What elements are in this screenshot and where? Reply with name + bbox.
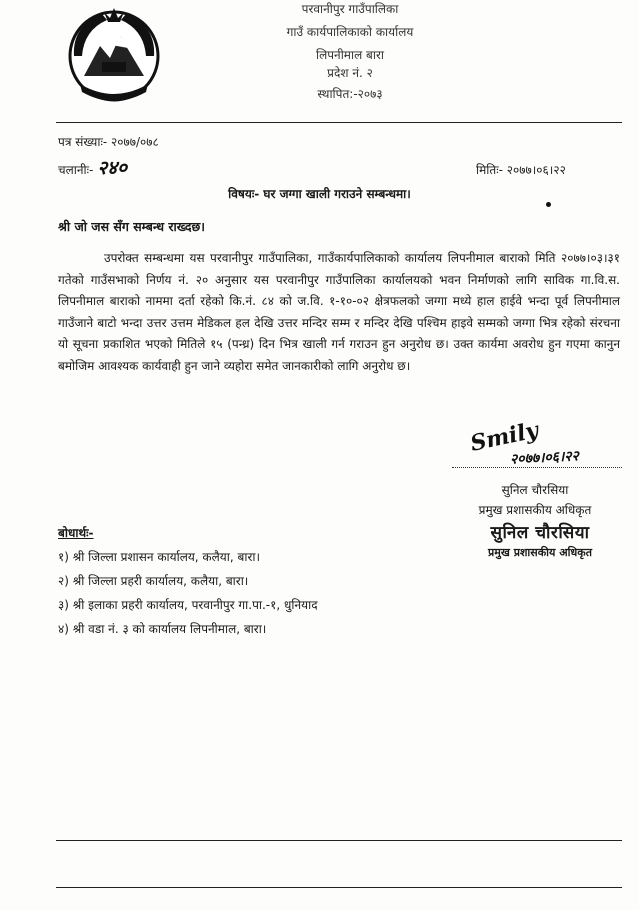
nepal-emblem-icon [62,6,166,106]
header-line: प्रदेश नं. २ [327,66,373,80]
signature-block [445,481,625,519]
chalani-label-text: चलानीः- [58,163,94,177]
handwritten-signature: Smily [468,417,541,457]
signatory-name: सुनिल चौरसिया [501,483,569,497]
chalani-number: २४० [97,157,128,179]
header-line: गाउँ कार्यपालिकाको कार्यालय [286,25,414,39]
body-paragraph: उपरोक्त सम्बन्धमा यस परवानीपुर गाउँपालिका, गाउँकार्यपालिकाको कार्यालय लिपनीमाल बाराको मिति २०७७।०३।३१ गतेको गाउँसभाको निर्णय नं. २० अनुसार यस परवानीपुर गाउँपालिका कार्यालयको भवन निर्माणको लागि साविक गा.वि.स. लिपनीमाल बाराको नाममा दर्ता रहेको कि.नं. ८४ को ज.वि. १-१०-०२ क्षेत्रफलको जग्गा मध्ये हाल हाईवे भन्दा पूर्व लिपनीमाल गाउँजाने बाटो भन्दा उत्तर उत्तम मेडिकल हल देखि उत्तर मन्दिर सम्म र मन्दिर देखि पश्चिम हाइवे सम्मको जग्गा भित्र रहेको संरचना यो सूचना प्रकाशित भएको मितिले १५ (पन्ध्र) दिन भित्र खाली गर्न गराउन हुन अनुरोध छ। उक्त कार्यमा अवरोध हुन गएमा कानुन बमोजिम आवश्यक कार्यवाही हुन जाने व्यहोरा समेत जानकारीको लागि अनुरोध छ। [58,251,620,373]
header-divider [56,122,622,123]
signatory-title: प्रमुख प्रशासकीय अधिकृत [478,503,592,517]
stamp-title: प्रमुख प्रशासकीय अधिकृत [488,546,592,559]
cc-item: १) श्री जिल्ला प्रशासन कार्यालय, कलैया, बारा। [58,550,261,564]
footer-divider-2 [56,887,622,888]
stamp-name: सुनिल चौरसिया [490,523,590,543]
addressee: श्री जो जस सँग सम्बन्ध राख्दछ। [58,219,205,234]
header-line: लिपनीमाल बारा [315,48,385,62]
patra-sankhya: पत्र संख्याः- २०७७/०७८ [58,135,159,149]
handwritten-date: २०७७।०६।२२ [509,448,580,468]
subject-line: विषयः- घर जग्गा खाली गराउने सम्बन्धमा। [228,187,411,201]
miti: मितिः- २०७७।०६।२२ [476,163,566,177]
signature-line [452,467,622,468]
name-stamp [455,520,625,560]
header-line: स्थापित:-२०७३ [317,87,383,101]
cc-item: २) श्री जिल्ला प्रहरी कार्यालय, कलैया, बारा। [58,574,249,588]
header-block [250,0,450,103]
ink-dot [546,202,551,207]
bodharth-heading: बोधार्थः- [58,526,94,540]
cc-item: ४) श्री वडा नं. ३ को कार्यालय लिपनीमाल, बारा। [58,622,267,636]
footer-divider [56,840,622,841]
cc-item: ३) श्री इलाका प्रहरी कार्यालय, परवानीपुर गा.पा.-१, धुनियाद [58,598,318,612]
header-line: परवानीपुर गाउँपालिका [301,2,399,16]
chalani-label [58,154,127,180]
